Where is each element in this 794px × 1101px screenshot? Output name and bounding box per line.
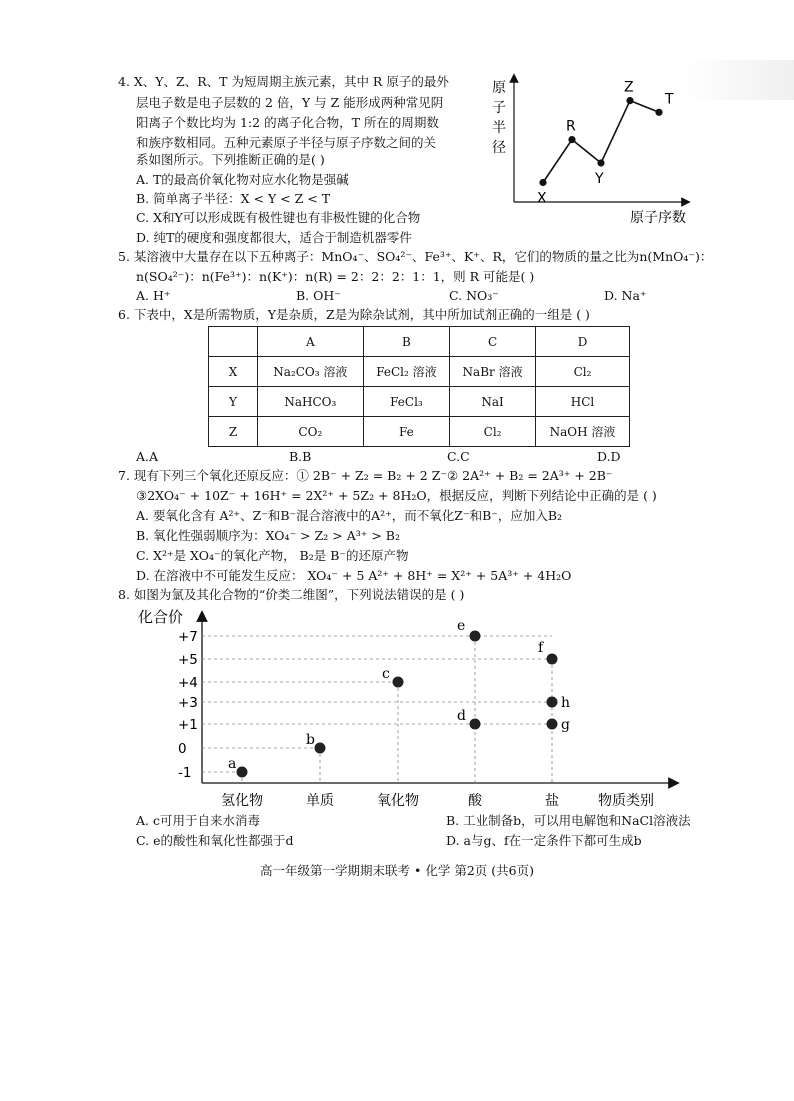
- table-header-cell: B: [363, 327, 449, 357]
- q4-y-label-char: 子: [492, 100, 506, 116]
- q8-x-tick-label: 氧化物: [377, 793, 419, 809]
- q4-point-label: Z: [624, 79, 634, 96]
- q8-point-label: b: [306, 732, 315, 748]
- table-row-label: X: [209, 357, 258, 387]
- q8-point-f: [547, 654, 558, 665]
- table-cell: Na₂CO₃ 溶液: [258, 357, 364, 387]
- q4-option-d: D. 纯T的硬度和强度都很大，适合于制造机器零件: [136, 230, 412, 245]
- q8-option-c: C. e的酸性和氧化性都强于d: [136, 833, 294, 848]
- q6-option-c: C.C: [447, 449, 470, 464]
- q6-option-a: A.A: [136, 449, 159, 464]
- q8-y-tick-label: +5: [178, 652, 198, 668]
- q5-option-c: C. NO₃⁻: [449, 288, 499, 303]
- table-cell: NaHCO₃: [258, 387, 364, 417]
- q8-point-label: f: [538, 640, 544, 656]
- q4-y-label-char: 原: [492, 80, 506, 96]
- q4-x-label: 原子序数: [630, 210, 686, 226]
- q4-point-label: Y: [595, 171, 604, 187]
- q5-option-b: B. OH⁻: [296, 288, 341, 303]
- q8-point-label: g: [561, 717, 570, 733]
- table-row: [209, 357, 630, 387]
- q7-option-b: B. 氧化性强弱顺序为：XO₄⁻ > Z₂ > A³⁺ > B₂: [136, 528, 400, 543]
- q8-point-label: e: [457, 618, 466, 634]
- table-cell: FeCl₂ 溶液: [363, 357, 449, 387]
- q6-table: [208, 326, 630, 447]
- q8-option-b: B. 工业制备b，可以用电解饱和NaCl溶液法: [446, 813, 691, 828]
- q4-y-label: [492, 80, 506, 156]
- table-cell: Fe: [363, 417, 449, 447]
- q8-point-g: [547, 719, 558, 730]
- q8-stem: 8. 如图为氯及其化合物的“价类二维图”，下列说法错误的是 ( ): [118, 587, 465, 602]
- q8-point-c: [393, 677, 404, 688]
- table-cell: Cl₂: [536, 357, 630, 387]
- q8-point-label: h: [561, 695, 571, 711]
- q8-x-tick-label: 氢化物: [221, 793, 263, 809]
- q7-line-2: ③2XO₄⁻ + 10Z⁻ + 16H⁺ = 2X²⁺ + 5Z₂ + 8H₂O，根据反应，判断下列结论中正确的是 ( ): [136, 488, 657, 503]
- q4-point-r: [568, 136, 575, 143]
- q8-x-tick-label: 单质: [306, 793, 334, 809]
- q7-line-1: 7. 现有下列三个氧化还原反应：① 2B⁻ + Z₂ = B₂ + 2 Z⁻② 2A²⁺ + B₂ = 2A³⁺ + 2B⁻: [118, 468, 613, 483]
- q4-line-3: 阳离子个数比均为 1:2 的离子化合物，T 所在的周期数: [136, 115, 439, 130]
- q8-x-tick-label: 酸: [468, 793, 482, 809]
- q4-line-4: 和族序数相同。五种元素原子半径与原子序数之间的关: [136, 135, 437, 150]
- table-header-cell: D: [536, 327, 630, 357]
- q7-option-d: D. 在溶液中不可能发生反应： XO₄⁻ + 5 A²⁺ + 8H⁺ = X²⁺ + 5A³⁺ + 4H₂O: [136, 568, 572, 583]
- table-cell: Cl₂: [450, 417, 536, 447]
- table-cell: [209, 327, 258, 357]
- table-cell: NaI: [450, 387, 536, 417]
- table-cell: FeCl₃: [363, 387, 449, 417]
- q8-point-h: [547, 697, 558, 708]
- table-row: [209, 387, 630, 417]
- q8-y-tick-label: +1: [178, 717, 198, 733]
- table-header-cell: A: [258, 327, 364, 357]
- table-row: [209, 417, 630, 447]
- q8-option-a: A. c可用于自来水消毒: [136, 813, 260, 828]
- q6-option-b: B.B: [289, 449, 312, 464]
- q8-y-tick-label: +3: [178, 695, 198, 711]
- q8-point-b: [315, 743, 326, 754]
- q4-line-2: 层电子数是电子层数的 2 倍，Y 与 Z 能形成两种常见阴: [136, 95, 444, 110]
- q4-y-label-char: 半: [492, 120, 506, 136]
- q8-y-tick-label: +7: [178, 629, 198, 645]
- q4-line-1: 4. X、Y、Z、R、T 为短周期主族元素，其中 R 原子的最外: [118, 74, 449, 89]
- q4-point-t: [655, 109, 662, 116]
- q4-point-label: R: [566, 118, 576, 135]
- q7-option-c: C. X²⁺是 XO₄⁻的氧化产物， B₂是 B⁻的还原产物: [136, 548, 409, 563]
- q4-radius-graph: [486, 70, 710, 230]
- q8-valence-chart: [130, 600, 690, 815]
- q4-y-label-char: 径: [492, 140, 506, 156]
- table-row: [209, 327, 630, 357]
- q8-y-tick-label: -1: [178, 765, 192, 781]
- q8-x-tick-label: 盐: [545, 793, 559, 809]
- table-cell: CO₂: [258, 417, 364, 447]
- page-footer: 高一年级第一学期期末联考 • 化学 第2页 (共6页): [260, 863, 534, 878]
- q5-line-1: 5. 某溶液中大量存在以下五种离子：MnO₄⁻、SO₄²⁻、Fe³⁺、K⁺、R，它们的物质的量之比为n(MnO₄⁻)：: [118, 249, 713, 264]
- q4-point-y: [597, 159, 604, 166]
- q8-y-tick-label: 0: [178, 741, 187, 757]
- q4-point-label: T: [665, 91, 674, 108]
- table-cell: NaBr 溶液: [450, 357, 536, 387]
- q7-option-a: A. 要氧化含有 A²⁺、Z⁻和B⁻混合溶液中的A²⁺，而不氧化Z⁻和B⁻，应加入B₂: [136, 508, 563, 523]
- q5-option-a: A. H⁺: [136, 288, 171, 303]
- table-cell: NaOH 溶液: [536, 417, 630, 447]
- q4-line-5: 系如图所示。下列推断正确的是( ): [136, 152, 325, 167]
- q4-option-c: C. X和Y可以形成既有极性键也有非极性键的化合物: [136, 210, 421, 225]
- table-header-cell: C: [450, 327, 536, 357]
- q4-option-a: A. T的最高价氧化物对应水化物是强碱: [136, 172, 349, 187]
- table-cell: HCl: [536, 387, 630, 417]
- q5-option-d: D. Na⁺: [604, 288, 647, 303]
- q8-point-d: [470, 719, 481, 730]
- q8-x-axis-label: 物质类别: [598, 793, 654, 809]
- q8-point-label: d: [457, 708, 466, 724]
- q4-point-z: [626, 97, 633, 104]
- q4-point-label: X: [537, 190, 547, 207]
- q6-option-d: D.D: [597, 449, 621, 464]
- table-row-label: Y: [209, 387, 258, 417]
- q8-y-axis-label: 化合价: [138, 608, 184, 626]
- q8-point-e: [470, 631, 481, 642]
- q4-point-x: [539, 179, 546, 186]
- q8-option-d: D. a与g、f在一定条件下都可生成b: [446, 833, 642, 848]
- q8-point-label: a: [228, 756, 237, 772]
- q6-stem: 6. 下表中，X是所需物质，Y是杂质，Z是为除杂试剂，其中所加试剂正确的一组是 ( ): [118, 307, 590, 322]
- q8-point-label: c: [382, 666, 390, 682]
- q5-line-2: n(SO₄²⁻)：n(Fe³⁺)：n(K⁺)：n(R) = 2：2：2：1：1，则 R 可能是( ): [136, 269, 535, 284]
- q8-y-tick-label: +4: [178, 675, 198, 691]
- q4-option-b: B. 简单离子半径：X < Y < Z < T: [136, 191, 331, 206]
- q8-point-a: [237, 767, 248, 778]
- table-row-label: Z: [209, 417, 258, 447]
